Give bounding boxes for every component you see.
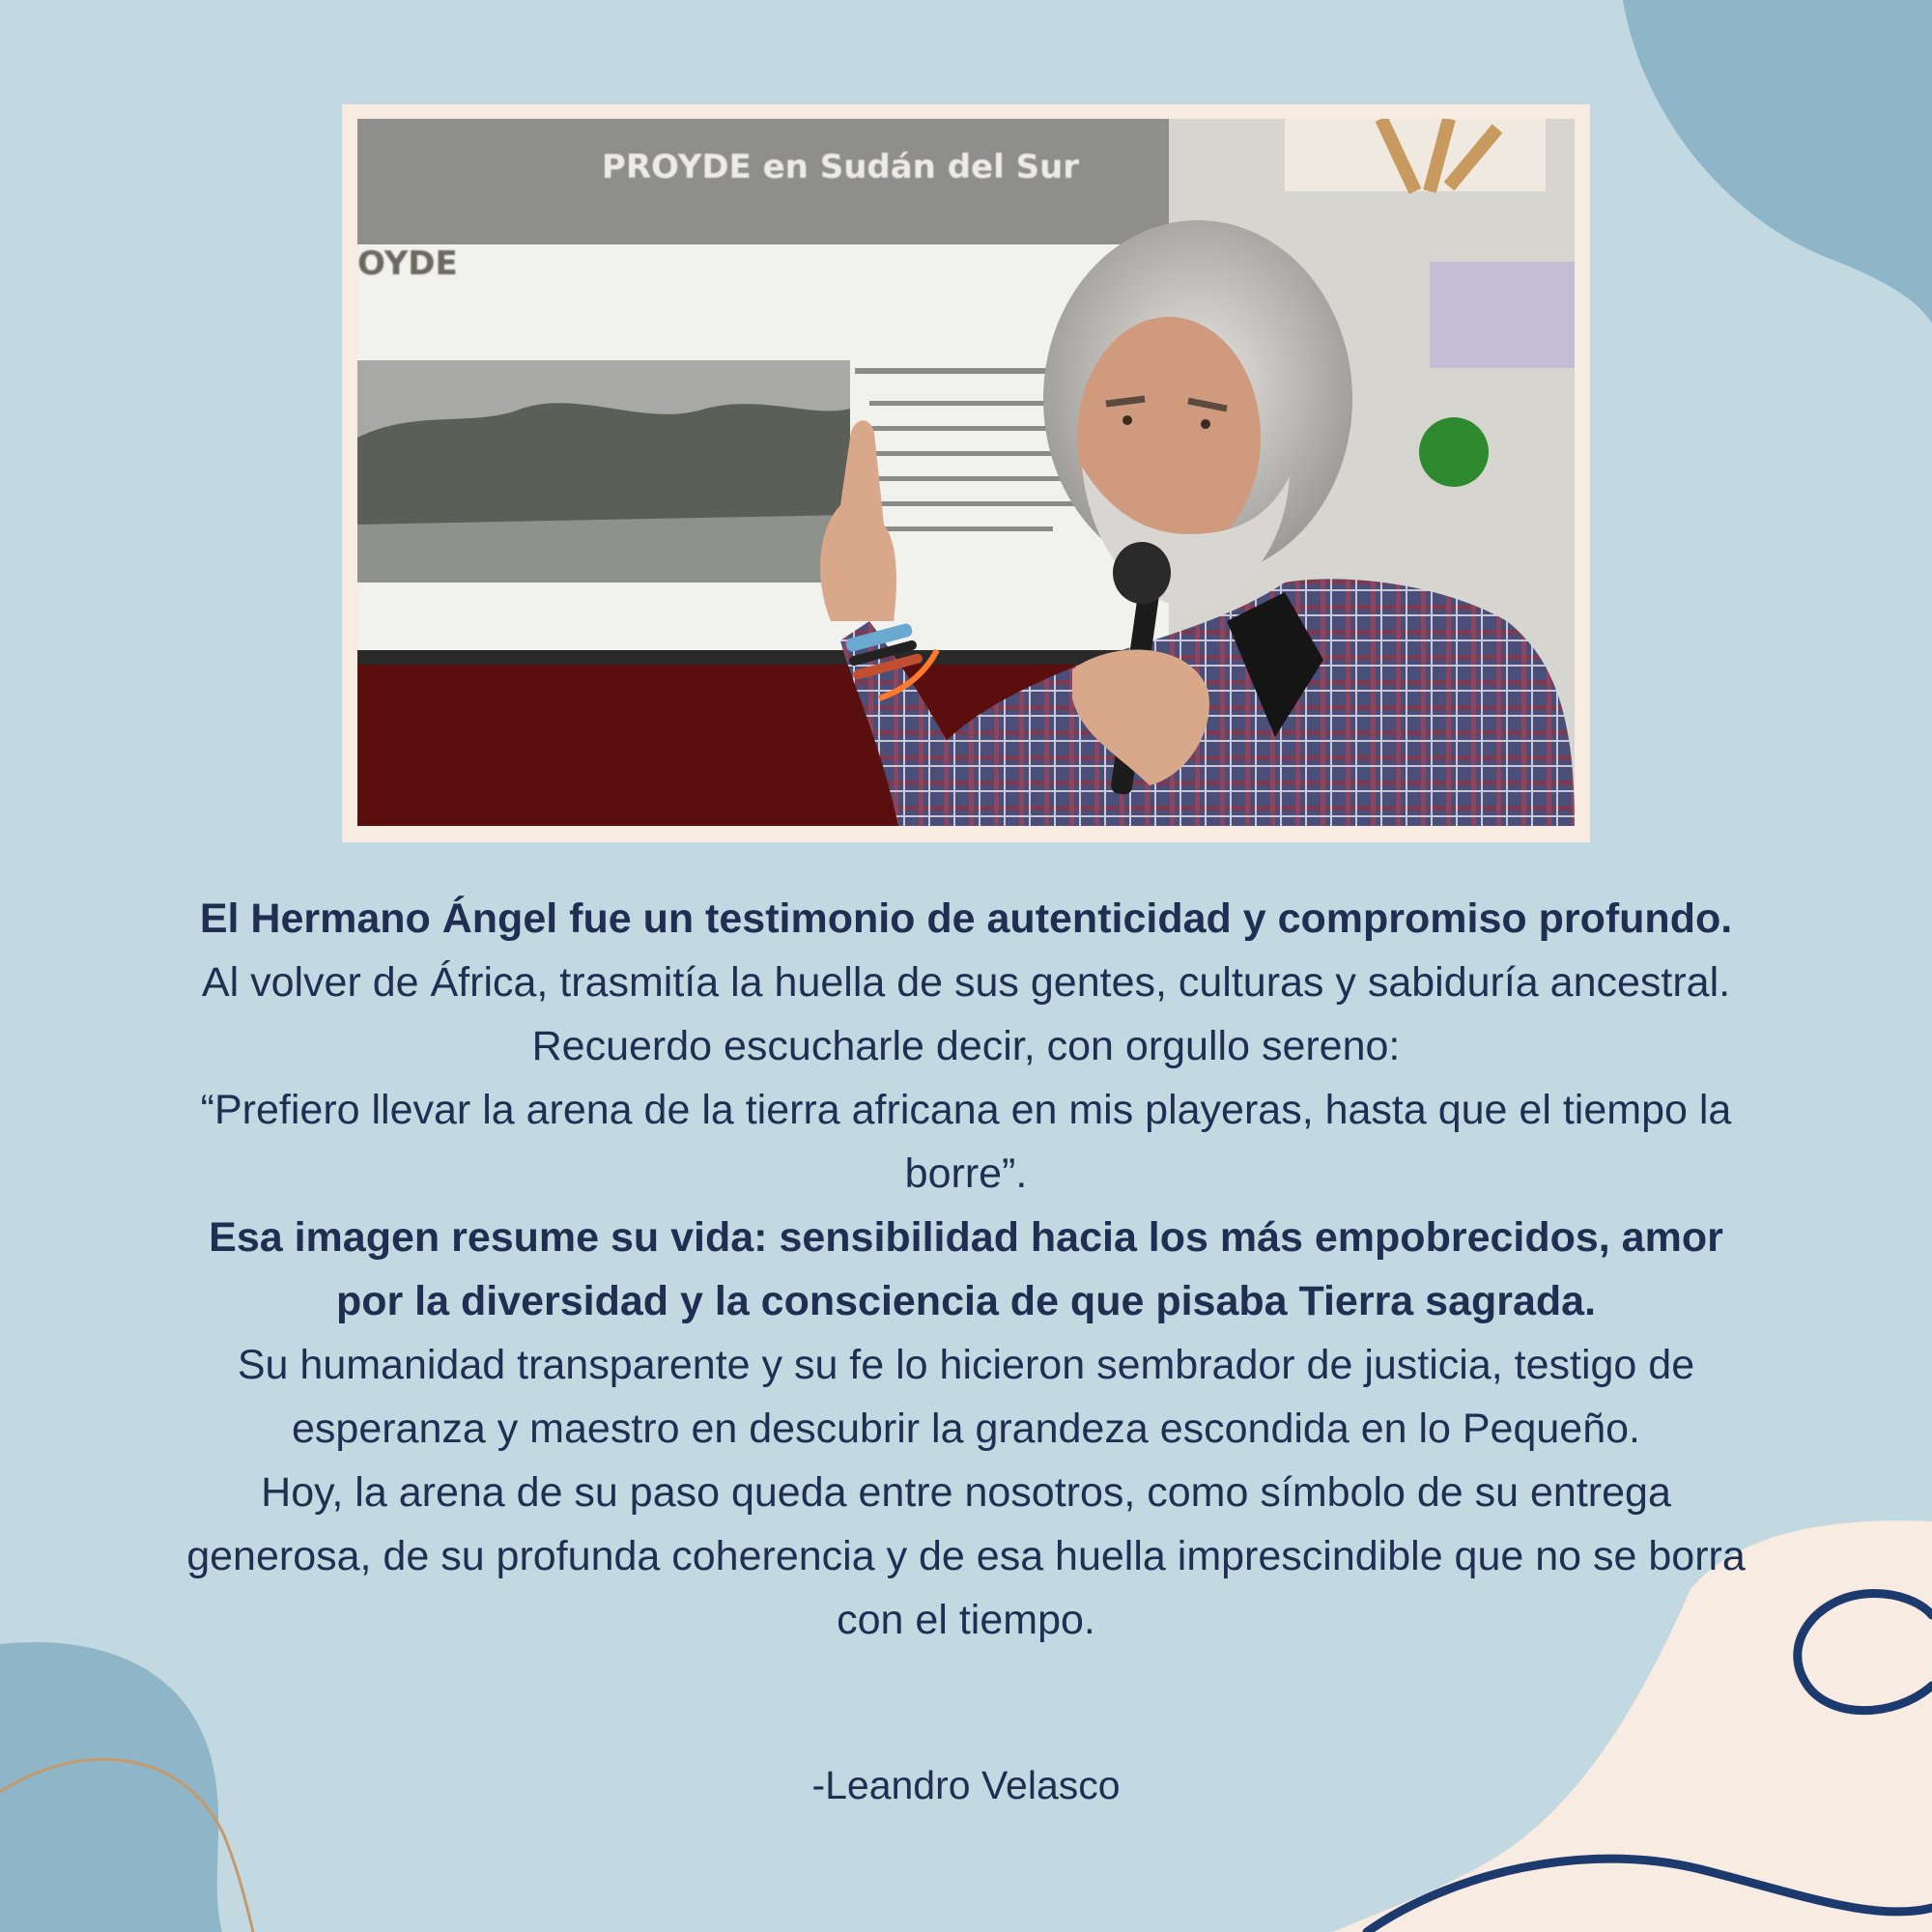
paragraph-humanity: Su humanidad transparente y su fe lo hicieron sembrador de justicia, testigo de esperanza y maestro en descubrir la grandeza escondida en lo Pequeño. — [237, 1342, 1695, 1452]
tribute-text — [184, 887, 1748, 1652]
paragraph-summary: Esa imagen resume su vida: sensibilidad hacia los más empobrecidos, amor por la diversidad y la consciencia de que pisaba Tierra sagrada. — [209, 1214, 1723, 1324]
photo-illustration — [357, 119, 1575, 826]
paragraph-memory: Recuerdo escucharle decir, con orgullo sereno: — [531, 1023, 1401, 1069]
paragraph-legacy: Hoy, la arena de su paso queda entre nosotros, como símbolo de su entrega generosa, de su profunda coherencia y de esa huella imprescindible que no se borra con el tiempo. — [186, 1469, 1746, 1643]
quote: “Prefiero llevar la arena de la tierra africana en mis playeras, hasta que el tiempo la borre”. — [200, 1087, 1732, 1197]
author-signature: -Leandro Velasco — [811, 1763, 1121, 1807]
slide-logo: OYDE — [357, 244, 458, 283]
paragraph-intro: El Hermano Ángel fue un testimonio de autenticidad y compromiso profundo. — [199, 895, 1733, 942]
speaker-photo — [357, 119, 1575, 826]
blob-top-right — [1623, 0, 1932, 324]
photo-frame — [342, 104, 1590, 842]
slide-title: PROYDE en Sudán del Sur — [601, 148, 1080, 186]
paragraph-africa: Al volver de África, trasmitía la huella de sus gentes, culturas y sabiduría ancestral. — [201, 959, 1731, 1006]
